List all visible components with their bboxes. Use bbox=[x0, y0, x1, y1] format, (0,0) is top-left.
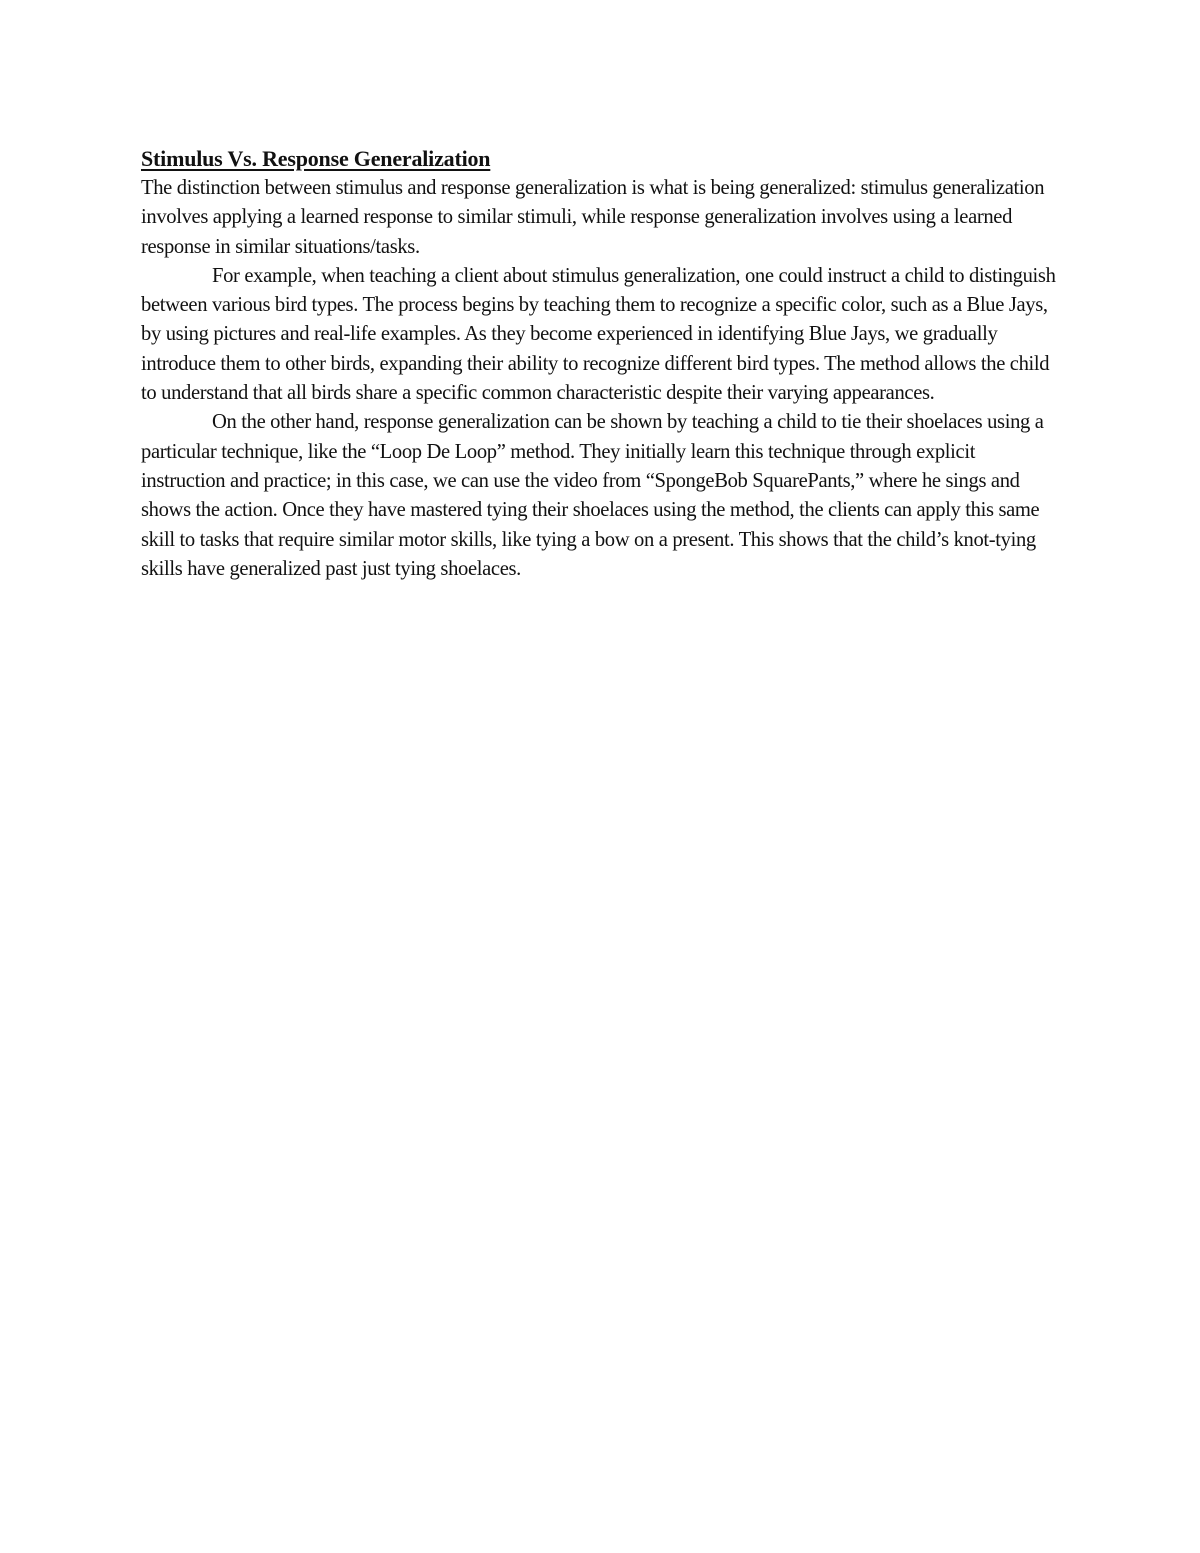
document-title: Stimulus Vs. Response Generalization bbox=[141, 146, 491, 171]
document-body bbox=[141, 144, 1061, 584]
paragraph-stimulus-example: For example, when teaching a client about stimulus generalization, one could instruct a child to distinguish between various bird types. The process begins by teaching them to recognize a specific color, such as a Blue Jays, by using pictures and real-life examples. As they become experienced in identifying Blue Jays, we gradually introduce them to other birds, expanding their ability to recognize different bird types. The method allows the child to understand that all birds share a specific common characteristic despite their varying appearances. bbox=[141, 264, 1056, 405]
paragraph-intro: The distinction between stimulus and response generalization is what is being generalized: stimulus generalization involves applying a learned response to similar stimuli, while response generalization involves using a learned response in similar situations/tasks. bbox=[141, 177, 1045, 258]
paragraph-response-example: On the other hand, response generalization can be shown by teaching a child to tie their shoelaces using a particular technique, like the “Loop De Loop” method. They initially learn this technique through explicit instruction and practice; in this case, we can use the video from “SpongeBob SquarePants,” where he sings and shows the action. Once they have mastered tying their shoelaces using the method, the clients can apply this same skill to tasks that require similar motor skills, like tying a bow on a present. This shows that the child’s knot-tying skills have generalized past just tying shoelaces. bbox=[141, 411, 1044, 580]
